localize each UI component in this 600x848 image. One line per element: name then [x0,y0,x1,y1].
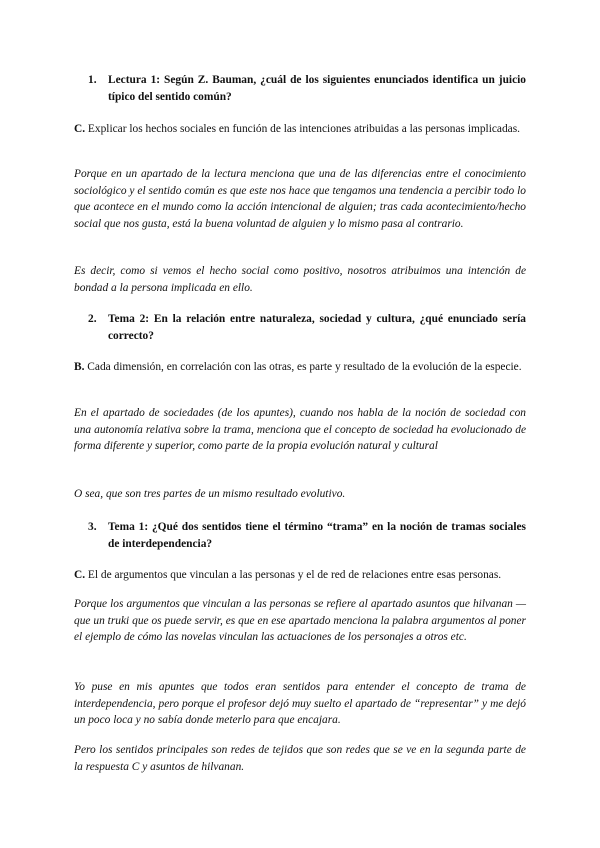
answer-letter: C. [74,123,86,135]
answer-text: Cada dimensión, en correlación con las otras, es parte y resultado de la evolución de la especie. [84,361,522,373]
question-2 [74,311,526,344]
answer-text: El de argumentos que vinculan a las personas y el de red de relaciones entre esas personas. [85,569,502,581]
question-1 [74,72,526,105]
answer-letter: B. [74,361,85,373]
explanation-paragraph: Porque en un apartado de la lectura menciona que una de las diferencias entre el conocimiento sociológico y el sentido común es que este nos hace que tengamos una tendencia a percibir todo lo que acontece en el mundo como la acción intencional de alguien; tras cada acontecimiento/hecho social que nos gusta, está la buena voluntad de alguien y lo mismo pasa al contrario. [74,168,526,230]
answer-3 [74,567,526,584]
explanation-paragraph: O sea, que son tres partes de un mismo resultado evolutivo. [74,488,346,500]
answer-1 [74,121,526,138]
answer-text: Explicar los hechos sociales en función de las intenciones atribuidas a las personas implicadas. [85,123,521,135]
explanation-paragraph: Pero los sentidos principales son redes de tejidos que son redes que se ve en la segunda parte de la respuesta C y asuntos de hilvanan. [74,744,526,773]
answer-letter: C. [74,569,86,581]
answer-2 [74,359,526,376]
explanation-paragraph: Yo puse en mis apuntes que todos eran sentidos para entender el concepto de trama de interdependencia, pero porque el profesor dejó muy suelto el apartado de “representar” y me dejó un poco loca y no sabía donde meterlo para que encajara. [74,681,526,726]
question-number: 1. [88,74,97,86]
question-number: 3. [88,521,97,533]
question-number: 2. [88,313,97,325]
question-text: Lectura 1: Según Z. Bauman, ¿cuál de los siguientes enunciados identifica un juicio típico del sentido común? [108,74,526,103]
question-text: Tema 2: En la relación entre naturaleza, sociedad y cultura, ¿qué enunciado sería correcto? [108,313,526,342]
explanation-paragraph: Porque los argumentos que vinculan a las personas se refiere al apartado asuntos que hilvanan — que un truki que os puede servir, es que en ese apartado menciona la palabra argumentos al poner el ejemplo de cómo las novelas vinculan las actuaciones de los personajes a otros etc. [74,598,526,643]
explanation-paragraph: Es decir, como si vemos el hecho social como positivo, nosotros atribuimos una intención de bondad a la persona implicada en ello. [74,265,526,294]
question-text: Tema 1: ¿Qué dos sentidos tiene el término “trama” en la noción de tramas sociales de interdependencia? [108,521,526,550]
question-3 [74,519,526,552]
explanation-paragraph: En el apartado de sociedades (de los apuntes), cuando nos habla de la noción de sociedad con una autonomía relativa sobre la trama, menciona que el concepto de sociedad ha evolucionado de forma diferente y superior, como parte de la propia evolución natural y cultural [74,407,526,452]
